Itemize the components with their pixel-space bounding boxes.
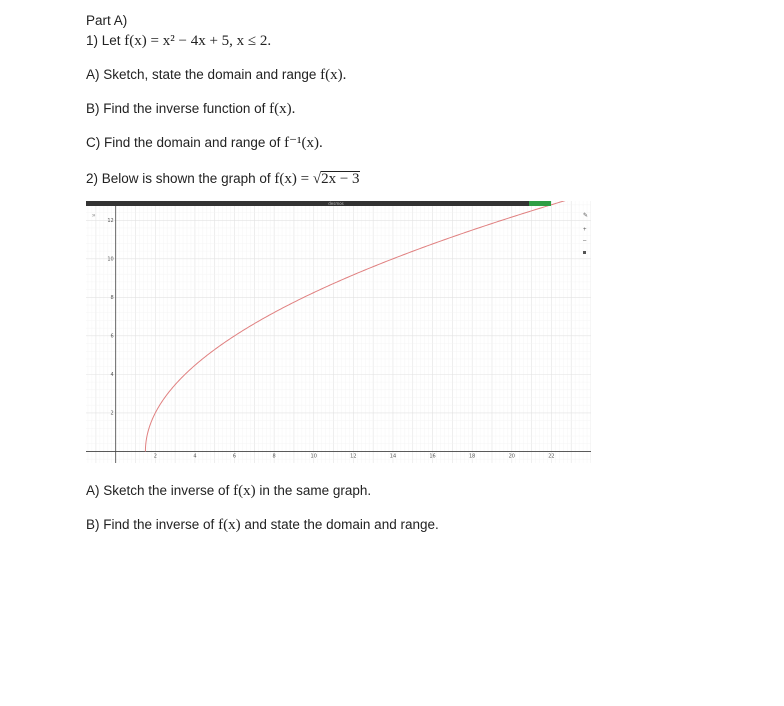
desmos-header-accent — [529, 201, 551, 206]
q1-part-a-math: f(x). — [320, 67, 347, 83]
x-tick-label: 16 — [429, 453, 436, 460]
zoom-in-icon[interactable]: + — [583, 227, 587, 233]
desmos-graph[interactable] — [86, 201, 591, 463]
q1-function-definition: f(x) = x² − 4x + 5, x ≤ 2. — [124, 33, 272, 49]
q2-part-a-text: A) Sketch the inverse of — [86, 483, 230, 498]
x-tick-label: 2 — [153, 453, 157, 460]
q2-function-radicand: 2x − 3 — [321, 171, 360, 187]
q1-number: 1) Let — [86, 33, 121, 48]
desmos-brand: desmos — [328, 201, 344, 206]
q1-statement — [86, 32, 271, 50]
x-tick-label: 10 — [310, 453, 317, 460]
y-tick-label: 4 — [110, 371, 114, 378]
q2-function-lhs: f(x) = √ — [274, 171, 322, 187]
graph-axes — [86, 201, 591, 463]
graph-toolbar[interactable] — [92, 212, 588, 254]
q1-part-c-math: f⁻¹(x). — [284, 135, 323, 151]
q2-part-b-text: B) Find the inverse of — [86, 517, 215, 532]
y-tick-label: 2 — [110, 410, 114, 417]
desmos-header-bar — [86, 201, 550, 206]
q1-part-b-text: B) Find the inverse function of — [86, 101, 266, 116]
x-tick-label: 4 — [193, 453, 197, 460]
q1-part-a-text: A) Sketch, state the domain and range — [86, 67, 317, 82]
q1-part-b-math: f(x). — [269, 101, 296, 117]
function-curve — [145, 201, 591, 451]
q2-part-b-tail: and state the domain and range. — [244, 517, 439, 532]
q2-statement — [86, 170, 360, 188]
y-tick-label: 6 — [110, 333, 114, 340]
q1-part-b — [86, 100, 295, 118]
x-tick-label: 12 — [350, 453, 357, 460]
y-tick-label: 12 — [107, 217, 114, 224]
x-tick-label: 20 — [508, 453, 515, 460]
x-tick-label: 6 — [232, 453, 237, 460]
x-tick-label: 22 — [548, 453, 555, 460]
x-tick-label: 8 — [272, 453, 276, 460]
q2-part-a-tail: in the same graph. — [259, 483, 372, 498]
home-icon[interactable] — [583, 251, 586, 254]
q2-part-a — [86, 482, 371, 500]
q1-part-a — [86, 66, 346, 84]
q2-part-b — [86, 516, 439, 534]
y-tick-label: 10 — [107, 256, 114, 263]
zoom-out-icon[interactable]: – — [583, 238, 587, 244]
q1-part-c — [86, 134, 323, 152]
part-title: Part A) — [86, 13, 128, 28]
collapse-icon[interactable]: » — [92, 213, 96, 219]
q1-part-c-text: C) Find the domain and range of — [86, 135, 281, 150]
q2-part-a-math: f(x) — [233, 483, 256, 499]
graph-tick-labels — [107, 218, 554, 460]
q2-part-b-math: f(x) — [218, 517, 241, 533]
q2-text: 2) Below is shown the graph of — [86, 171, 271, 186]
graph-grid — [86, 201, 591, 463]
x-tick-label: 14 — [389, 453, 397, 460]
y-tick-label: 8 — [110, 294, 114, 301]
x-tick-label: 18 — [468, 453, 476, 460]
wrench-icon[interactable]: ✎ — [583, 213, 589, 219]
